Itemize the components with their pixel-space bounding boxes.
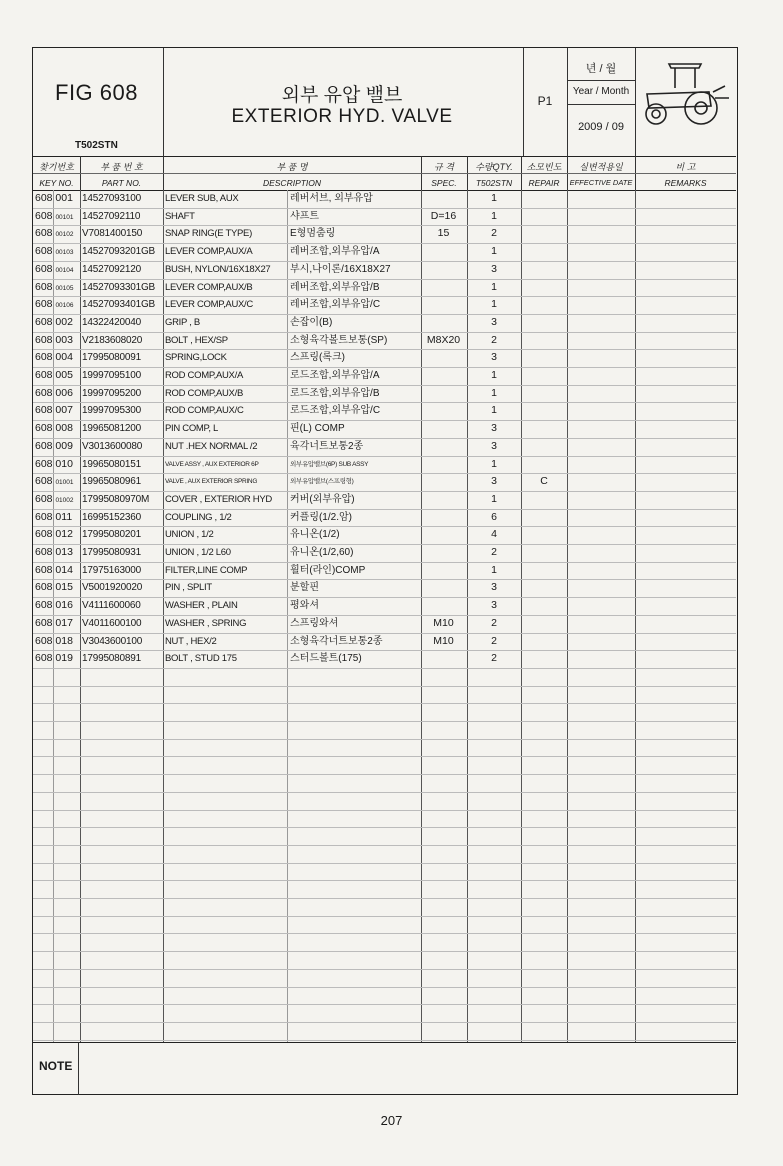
- note-section: [33, 1042, 736, 1095]
- quantity: 6: [491, 510, 497, 523]
- note-label: NOTE: [39, 1059, 73, 1073]
- key-number: 608 00104: [35, 262, 74, 275]
- key-number: 608 016: [35, 599, 73, 612]
- quantity: 1: [491, 192, 497, 204]
- row-rule: [33, 1022, 736, 1023]
- table-row: [33, 279, 736, 297]
- part-number: V2183608020: [82, 334, 143, 346]
- quantity: 2: [491, 227, 497, 240]
- quantity: 3: [491, 581, 497, 594]
- quantity: 3: [491, 262, 497, 275]
- description: SNAP RING(E TYPE): [165, 228, 252, 240]
- description-korean: 외부유압밸브(스프링형): [290, 478, 354, 486]
- row-rule: [33, 898, 736, 899]
- col-qty-ko: 수량QTY.: [475, 162, 513, 172]
- divider: [567, 80, 635, 81]
- description: FILTER,LINE COMP: [165, 564, 248, 576]
- part-number: V4011600100: [82, 617, 142, 629]
- key-number: 608 005: [35, 369, 73, 381]
- quantity: 3: [491, 351, 497, 364]
- tractor-icon: [639, 58, 733, 128]
- description: ROD COMP,AUX/C: [165, 405, 244, 417]
- divider: [635, 48, 636, 156]
- table-row: [33, 544, 736, 562]
- parts-sheet: [32, 47, 738, 1095]
- description-korean: 평와셔: [290, 600, 319, 612]
- row-rule: [33, 916, 736, 917]
- col-repair-ko: 소모빈도: [526, 162, 562, 172]
- description: WASHER , PLAIN: [165, 600, 238, 612]
- description-korean: 스프링(록크): [290, 352, 345, 364]
- row-rule: [33, 810, 736, 811]
- col-desc: [163, 156, 421, 188]
- col-eff-en: EFFECTIVE DATE: [569, 178, 633, 187]
- quantity: 2: [491, 634, 497, 647]
- description: ROD COMP,AUX/B: [165, 387, 243, 399]
- table-row: [33, 473, 736, 491]
- key-number: 608 001: [35, 192, 73, 204]
- key-number: 608 003: [35, 333, 73, 346]
- description-korean: 핀(L) COMP: [290, 423, 345, 435]
- key-number: 608 012: [35, 528, 73, 541]
- table-row: [33, 314, 736, 332]
- key-number: 608 01002: [35, 492, 74, 505]
- divider: [78, 1043, 79, 1095]
- table-row: [33, 597, 736, 615]
- description-korean: 육각너트보통2종: [290, 440, 364, 452]
- key-number: 608 011: [35, 510, 73, 523]
- description-korean: 레버조합,외부유압/A: [290, 246, 380, 258]
- description: LEVER COMP,AUX/A: [165, 246, 253, 258]
- key-number: 608 004: [35, 351, 73, 364]
- description-korean: 소형육각너트보통2종: [290, 635, 383, 647]
- row-rule: [33, 863, 736, 864]
- key-number: 608 00105: [35, 280, 74, 293]
- part-number: V7081400150: [82, 228, 143, 240]
- description-korean: 휠터(라인)COMP: [290, 564, 366, 576]
- repair-code: C: [540, 475, 548, 488]
- part-number: 17995080970M: [82, 493, 150, 505]
- part-number: 14527093100: [82, 193, 141, 204]
- quantity: 1: [491, 280, 497, 293]
- table-row: [33, 225, 736, 243]
- description: NUT .HEX NORMAL /2: [165, 440, 258, 452]
- key-number: 608 014: [35, 563, 73, 576]
- description-korean: 외부유압밸브(6P) SUB ASSY: [290, 460, 369, 468]
- quantity: 2: [491, 546, 497, 558]
- quantity: 4: [491, 528, 497, 541]
- description: WASHER , SPRING: [165, 617, 247, 629]
- description-korean: 소형육각볼트보통(SP): [290, 334, 388, 346]
- part-number: 19965080961: [82, 476, 141, 488]
- year-month-label-korean: 년 / 월: [585, 63, 617, 75]
- col-part-ko: 부 품 번 호: [100, 162, 143, 172]
- page-title-korean: 외부 유압 밸브: [281, 85, 403, 106]
- part-number: 19965081200: [82, 423, 141, 435]
- col-part-en: PART NO.: [101, 178, 142, 188]
- part-number: 17995080931: [82, 547, 141, 558]
- sheet-header: [33, 48, 736, 157]
- description-korean: E형멈춤링: [290, 228, 336, 240]
- col-key: [33, 156, 80, 188]
- quantity: 1: [491, 386, 497, 399]
- quantity: 1: [491, 209, 497, 222]
- quantity: 2: [491, 616, 497, 629]
- description: ROD COMP,AUX/A: [165, 370, 243, 381]
- description-korean: 로드조합,외부유압/C: [290, 405, 381, 417]
- col-effective-date: [567, 156, 635, 187]
- table-row: [33, 243, 736, 261]
- key-number: 608 010: [35, 457, 73, 470]
- quantity: 1: [491, 298, 497, 311]
- quantity: 3: [491, 422, 497, 435]
- quantity: 1: [491, 457, 497, 470]
- part-number: 14527093201GB: [82, 246, 156, 258]
- key-number: 608 017: [35, 616, 73, 629]
- col-desc-en: DESCRIPTION: [262, 178, 322, 188]
- part-number: 17995080201: [82, 529, 141, 541]
- spec: M10: [433, 616, 454, 629]
- column-header: [33, 156, 736, 191]
- spec: M8X20: [426, 333, 461, 346]
- table-row: [33, 509, 736, 527]
- key-number: 608 008: [35, 422, 73, 435]
- key-number: 608 009: [35, 439, 73, 452]
- key-number: 608 019: [35, 652, 73, 665]
- description: COUPLING , 1/2: [165, 511, 232, 523]
- part-number: 14527092110: [82, 210, 141, 222]
- row-rule: [33, 792, 736, 793]
- description-korean: 분할핀: [290, 582, 319, 594]
- part-number: 14527093401GB: [82, 299, 156, 311]
- table-row: [33, 349, 736, 367]
- description: GRIP , B: [165, 316, 200, 328]
- spec: M10: [433, 634, 454, 647]
- description: LEVER SUB, AUX: [165, 193, 239, 204]
- figure-number: FIG 608: [55, 80, 138, 105]
- col-qty: [467, 156, 521, 188]
- table-row: [33, 579, 736, 597]
- part-number: 14322420040: [82, 316, 141, 328]
- table-row: [33, 367, 736, 385]
- description: SPRING,LOCK: [165, 352, 227, 364]
- row-rule: [33, 987, 736, 988]
- key-number: 608 00102: [35, 227, 74, 240]
- table-row: [33, 491, 736, 509]
- row-rule: [33, 1004, 736, 1005]
- key-number: 608 013: [35, 546, 73, 558]
- parts-table: [33, 190, 736, 1042]
- description: LEVER COMP,AUX/B: [165, 281, 253, 293]
- key-number: 608 002: [35, 315, 73, 328]
- part-number: 17995080891: [82, 653, 141, 665]
- table-row: [33, 615, 736, 633]
- row-rule: [33, 703, 736, 704]
- description: LEVER COMP,AUX/C: [165, 299, 253, 311]
- description: SHAFT: [165, 210, 195, 222]
- part-number: 16995152360: [82, 511, 141, 523]
- description-korean: 샤프트: [290, 210, 319, 222]
- key-number: 608 015: [35, 581, 73, 594]
- description-korean: 레버서브, 외부유압: [290, 193, 373, 204]
- page-title: EXTERIOR HYD. VALVE: [231, 106, 453, 127]
- key-number: 608 006: [35, 386, 73, 399]
- description: COVER , EXTERIOR HYD: [165, 493, 272, 505]
- col-qty-en: T502STN: [475, 178, 513, 188]
- quantity: 3: [491, 439, 497, 452]
- description-korean: 유니온(1/2,60): [290, 547, 354, 558]
- col-remarks: [635, 156, 736, 188]
- table-row: [33, 402, 736, 420]
- table-row: [33, 296, 736, 314]
- key-number: 608 007: [35, 404, 73, 417]
- col-part: [80, 156, 163, 188]
- year-month-label: Year / Month: [572, 86, 630, 97]
- col-desc-ko: 부 품 명: [276, 162, 308, 172]
- key-number: 608 00106: [35, 298, 74, 311]
- description: VALVE , AUX EXTERIOR SPRING: [165, 478, 258, 486]
- row-rule: [33, 951, 736, 952]
- description: PIN , SPLIT: [165, 582, 212, 594]
- col-eff-ko: 실변적용일: [579, 162, 623, 172]
- col-spec-ko: 규 격: [434, 162, 454, 172]
- table-row: [33, 385, 736, 403]
- divider: [567, 104, 635, 105]
- table-row: [33, 332, 736, 350]
- part-number: 19997095200: [82, 387, 141, 399]
- quantity: 3: [491, 475, 497, 488]
- quantity: 2: [491, 333, 497, 346]
- table-row: [33, 456, 736, 474]
- part-number: V5001920020: [82, 582, 143, 594]
- col-key-ko: 찾기번호: [39, 162, 74, 172]
- description-korean: 커버(외부유압): [290, 493, 355, 505]
- row-rule: [33, 686, 736, 687]
- row-rule: [33, 756, 736, 757]
- description-korean: 부시,나이론/16X18X27: [290, 263, 391, 275]
- row-rule: [33, 933, 736, 934]
- description: BUSH, NYLON/16X18X27: [165, 263, 271, 275]
- quantity: 3: [491, 315, 497, 328]
- part-number: 14527092120: [82, 263, 141, 275]
- table-row: [33, 633, 736, 651]
- description-korean: 로드조합,외부유압/A: [290, 370, 380, 381]
- quantity: 1: [491, 404, 497, 417]
- part-number: V3013600080: [82, 440, 143, 452]
- col-spec: [421, 156, 467, 188]
- table-row: [33, 650, 736, 668]
- part-number: 17975163000: [82, 564, 141, 576]
- description: BOLT , STUD 175: [165, 653, 237, 665]
- description-korean: 로드조합,외부유압/B: [290, 387, 380, 399]
- part-number: V3043600100: [82, 635, 143, 647]
- year-month-box: [567, 48, 635, 156]
- key-number: 608 00101: [35, 209, 74, 222]
- description: UNION , 1/2: [165, 529, 214, 541]
- key-number: 608 018: [35, 634, 73, 647]
- description-korean: 유니온(1/2): [290, 529, 340, 541]
- key-number: 608 01001: [35, 475, 74, 488]
- spec: 15: [437, 227, 450, 240]
- table-row: [33, 208, 736, 226]
- row-rule: [33, 827, 736, 828]
- spec: D=16: [430, 209, 457, 222]
- quantity: 1: [491, 369, 497, 381]
- description-korean: 스터드볼트(175): [290, 653, 362, 665]
- description-korean: 레버조합,외부유압/C: [290, 299, 381, 311]
- col-key-en: KEY NO.: [39, 178, 74, 188]
- description-korean: 스프링와셔: [290, 617, 339, 629]
- table-row: [33, 190, 736, 208]
- table-row: [33, 438, 736, 456]
- year-month-value: 2009 / 09: [578, 121, 624, 133]
- description: NUT , HEX/2: [165, 635, 217, 647]
- description-korean: 손잡이(B): [290, 316, 333, 328]
- row-rule: [33, 774, 736, 775]
- col-repair-en: REPAIR: [528, 178, 560, 188]
- row-rule: [33, 880, 736, 881]
- row-rule: [33, 721, 736, 722]
- row-rule: [33, 1040, 736, 1041]
- part-number: 19997095100: [82, 370, 141, 381]
- part-number: 19965080151: [82, 458, 141, 470]
- description-korean: 레버조합,외부유압/B: [290, 281, 380, 293]
- table-row: [33, 420, 736, 438]
- description: BOLT , HEX/SP: [165, 334, 228, 346]
- part-number: 17995080091: [82, 352, 141, 364]
- part-number: 14527093301GB: [82, 281, 156, 293]
- row-rule: [33, 739, 736, 740]
- col-rem-ko: 비 고: [675, 162, 696, 172]
- table-row: [33, 526, 736, 544]
- row-rule: [33, 668, 736, 669]
- row-rule: [33, 969, 736, 970]
- row-rule: [33, 845, 736, 846]
- quantity: 1: [491, 563, 497, 576]
- page-code: P1: [537, 94, 553, 108]
- col-spec-en: SPEC.: [431, 178, 457, 188]
- col-repair: [521, 156, 567, 188]
- description: VALVE ASSY , AUX EXTERIOR 6P: [165, 460, 259, 468]
- part-number: V4111600060: [82, 600, 141, 612]
- quantity: 3: [491, 599, 497, 612]
- quantity: 2: [491, 652, 497, 665]
- page-number: 207: [380, 1113, 403, 1128]
- key-number: 608 00103: [35, 245, 74, 258]
- table-row: [33, 562, 736, 580]
- model-code: T502STN: [75, 140, 118, 151]
- col-rem-en: REMARKS: [664, 178, 707, 188]
- part-number: 19997095300: [82, 405, 141, 417]
- description: UNION , 1/2 L60: [165, 547, 231, 558]
- description-korean: 커플링(1/2.암): [290, 511, 352, 523]
- quantity: 1: [491, 245, 497, 258]
- quantity: 1: [491, 492, 497, 505]
- table-row: [33, 261, 736, 279]
- description: PIN COMP, L: [165, 423, 219, 435]
